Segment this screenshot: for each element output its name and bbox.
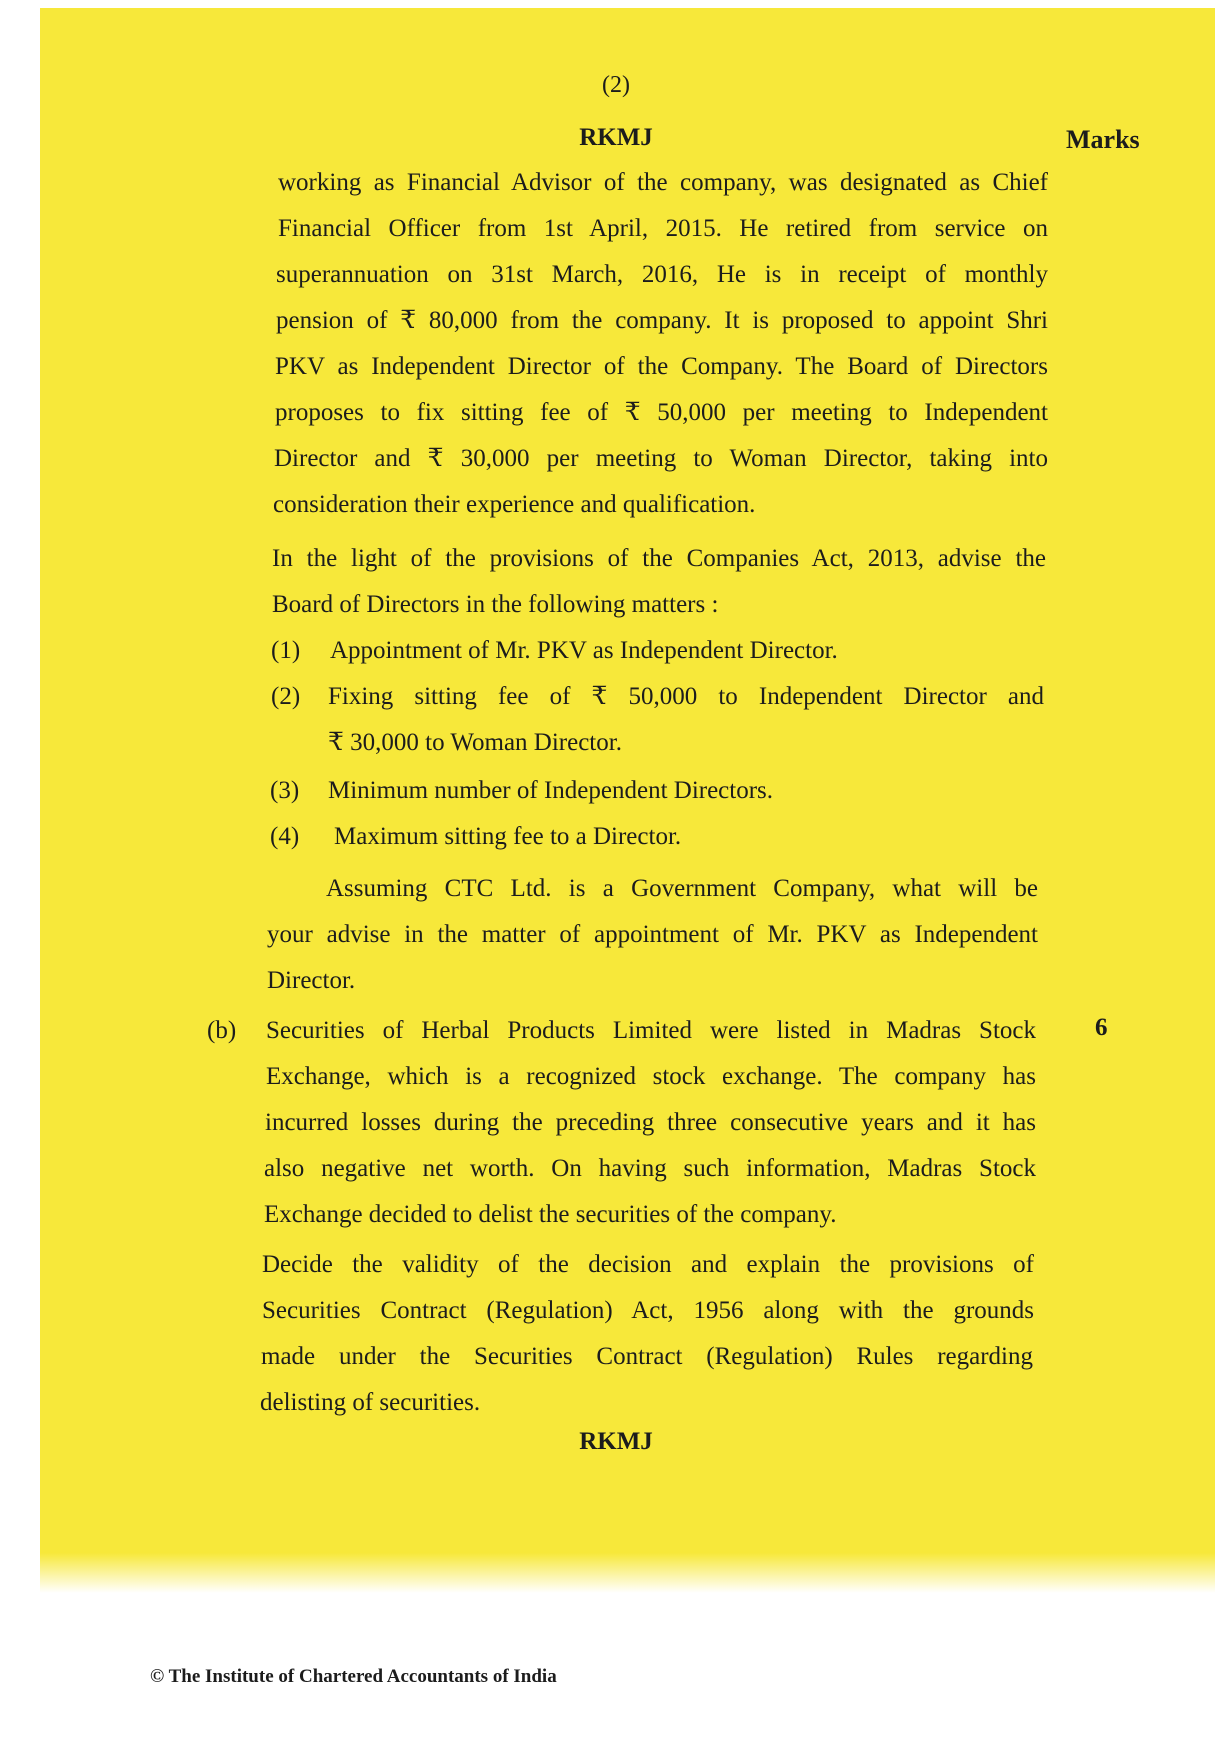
question-a-line: consideration their experience and qualification.	[273, 491, 756, 518]
question-a-line: Financial Officer from 1st April, 2015. He retired from service on	[278, 215, 1048, 242]
question-b-marks: 6	[1095, 1014, 1108, 1041]
question-b-line: Exchange decided to delist the securities of the company.	[264, 1201, 837, 1228]
marks-heading: Marks	[1066, 125, 1140, 154]
decide-line: delisting of securities.	[260, 1389, 481, 1416]
item-number: (4)	[270, 823, 300, 850]
item-number: (2)	[271, 683, 301, 710]
copyright-notice: © The Institute of Chartered Accountants of India	[150, 1666, 557, 1687]
question-a-line: Director and ₹ 30,000 per meeting to Woman Director, taking into	[274, 445, 1048, 472]
question-a-line: proposes to fix sitting fee of ₹ 50,000 per meeting to Independent	[275, 399, 1048, 426]
question-a-line: working as Financial Advisor of the company, was designated as Chief	[278, 169, 1048, 196]
question-a-line: pension of ₹ 80,000 from the company. It is proposed to appoint Shri	[276, 307, 1048, 334]
decide-line: Decide the validity of the decision and explain the provisions of	[262, 1251, 1034, 1278]
question-b-line: also negative net worth. On having such information, Madras Stock	[264, 1155, 1036, 1182]
advice-line: In the light of the provisions of the Companies Act, 2013, advise the	[272, 545, 1046, 572]
item-text: Fixing sitting fee of ₹ 50,000 to Independent Director and	[328, 683, 1044, 710]
advice-line: Board of Directors in the following matters :	[272, 591, 719, 618]
item-text: Maximum sitting fee to a Director.	[334, 823, 682, 850]
item-text-continued: ₹ 30,000 to Woman Director.	[328, 729, 622, 756]
item-text: Appointment of Mr. PKV as Independent Director.	[330, 637, 838, 664]
decide-line: Securities Contract (Regulation) Act, 1956 along with the grounds	[262, 1297, 1034, 1324]
govt-company-line: your advise in the matter of appointment of Mr. PKV as Independent	[267, 921, 1038, 948]
question-b-line: Securities of Herbal Products Limited were listed in Madras Stock	[266, 1017, 1036, 1044]
header-code: RKMJ	[579, 124, 653, 151]
question-b-line: incurred losses during the preceding three consecutive years and it has	[265, 1109, 1036, 1136]
question-a-line: PKV as Independent Director of the Company. The Board of Directors	[275, 353, 1048, 380]
decide-line: made under the Securities Contract (Regulation) Rules regarding	[261, 1343, 1033, 1370]
govt-company-line: Assuming CTC Ltd. is a Government Company, what will be	[326, 875, 1038, 902]
govt-company-line: Director.	[267, 967, 356, 994]
page-number: (2)	[602, 72, 630, 98]
item-text: Minimum number of Independent Directors.	[328, 777, 774, 804]
question-b-label: (b)	[207, 1017, 237, 1044]
item-number: (3)	[270, 777, 300, 804]
question-a-line: superannuation on 31st March, 2016, He is in receipt of monthly	[276, 261, 1048, 288]
item-number: (1)	[271, 637, 301, 664]
question-b-line: Exchange, which is a recognized stock exchange. The company has	[266, 1063, 1036, 1090]
footer-code: RKMJ	[579, 1428, 653, 1455]
